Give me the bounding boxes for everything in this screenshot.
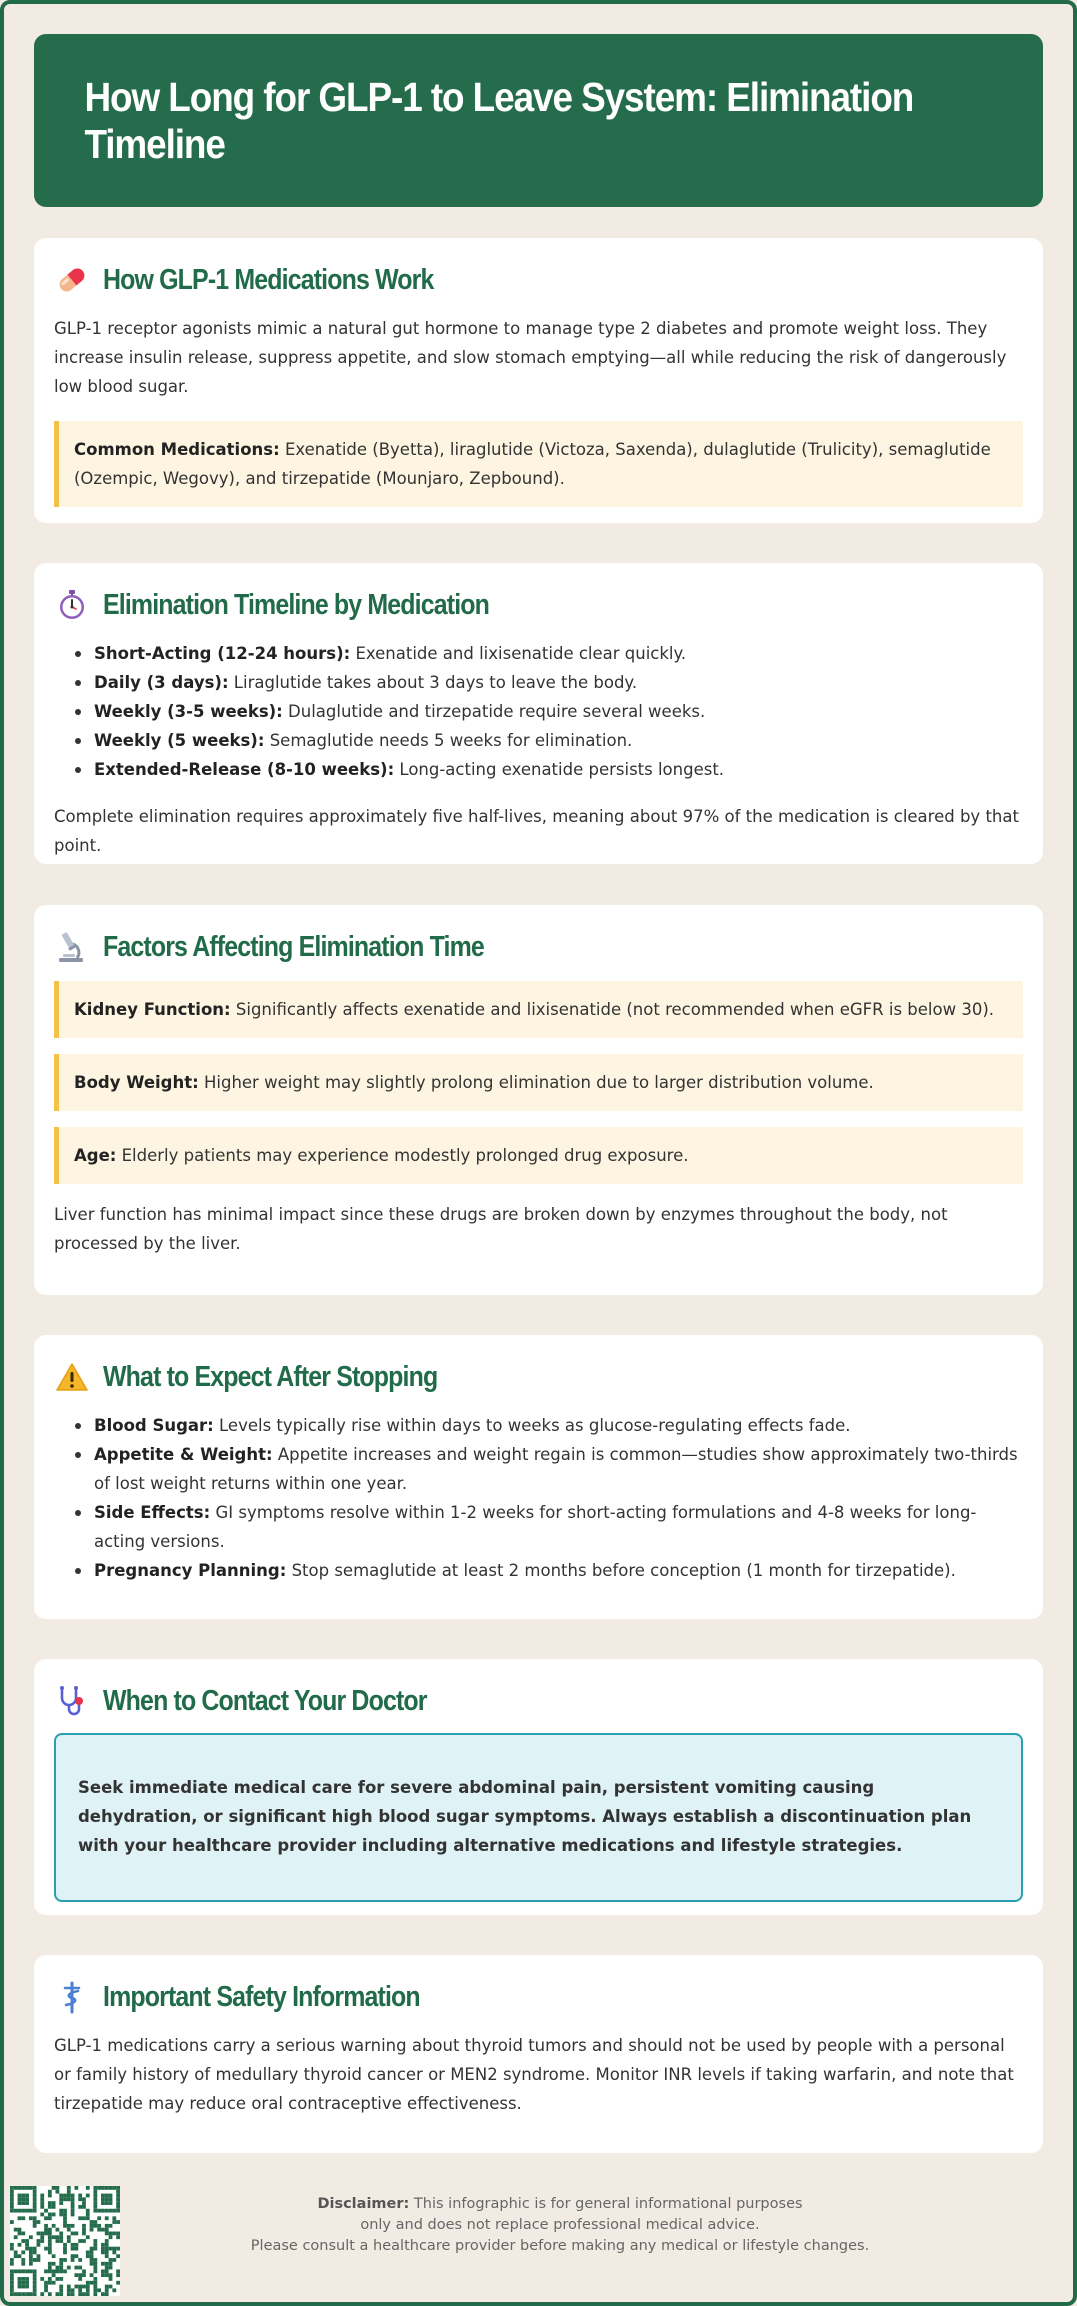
- item-label: Weekly (3-5 weeks):: [94, 702, 283, 721]
- item-text: Dulaglutide and tirzepatide require several weeks.: [282, 702, 706, 721]
- microscope-icon: [55, 930, 89, 964]
- card-safety: [34, 1955, 1043, 2153]
- qr-code[interactable]: [10, 2186, 120, 2296]
- pill-icon: [55, 263, 89, 297]
- callout-text: Higher weight may slightly prolong elimination due to larger distribution volume.: [198, 1073, 874, 1092]
- item-label: Weekly (5 weeks):: [94, 731, 265, 750]
- disclaimer-line-2: only and does not replace professional medical advice.: [360, 2217, 760, 2233]
- factor-callout: [54, 981, 1023, 1038]
- disclaimer-text: This infographic is for general informational purposes: [409, 2196, 803, 2212]
- section-title: What to Expect After Stopping: [103, 1360, 438, 1393]
- list-item: [54, 755, 1023, 784]
- callout-label: Body Weight:: [74, 1073, 199, 1092]
- after-stopping-list: [54, 1411, 1023, 1585]
- section-title: Important Safety Information: [103, 1980, 420, 2013]
- factor-callout: [54, 1127, 1023, 1184]
- callout-text: Elderly patients may experience modestly prolonged drug exposure.: [116, 1146, 689, 1165]
- footer-disclaimer: [170, 2194, 950, 2257]
- card-heading: [54, 260, 1023, 300]
- section-title: When to Contact Your Doctor: [103, 1684, 427, 1717]
- card-heading: [54, 927, 1023, 967]
- item-label: Extended-Release (8-10 weeks):: [94, 760, 395, 779]
- stopwatch-icon: [55, 588, 89, 622]
- page-title: How Long for GLP-1 to Leave System: Elimination Timeline: [84, 73, 914, 167]
- safety-body: GLP-1 medications carry a serious warning about thyroid tumors and should not be used by people with a personal or family history of medullary thyroid cancer or MEN2 syndrome. Monitor INR levels if taking warfarin, and note that tirzepatide may reduce oral contraceptive effectiveness.: [54, 2036, 1014, 2113]
- list-item: [54, 697, 1023, 726]
- page-header: [34, 34, 1043, 207]
- item-text: Semaglutide needs 5 weeks for elimination.: [264, 731, 633, 750]
- card-after-stopping: [34, 1335, 1043, 1619]
- callout-label: Kidney Function:: [74, 1000, 231, 1019]
- medical-symbol-icon: [55, 1980, 89, 2014]
- item-text: Liraglutide takes about 3 days to leave the body.: [228, 673, 638, 692]
- warning-icon: [55, 1360, 89, 1394]
- item-label: Short-Acting (12-24 hours):: [94, 644, 351, 663]
- card-factors: [34, 905, 1043, 1295]
- item-text: Stop semaglutide at least 2 months before conception (1 month for tirzepatide).: [286, 1561, 956, 1580]
- list-item: [54, 1556, 1023, 1585]
- item-label: Blood Sugar:: [94, 1416, 214, 1435]
- card-how-it-works: [34, 238, 1043, 523]
- card-heading: [54, 1357, 1023, 1397]
- disclaimer-label: Disclaimer:: [317, 2196, 410, 2212]
- factor-callout: [54, 1054, 1023, 1111]
- item-text: Levels typically rise within days to weeks as glucose-regulating effects fade.: [213, 1416, 851, 1435]
- item-text: Exenatide and lixisenatide clear quickly.: [350, 644, 687, 663]
- list-item: [54, 1440, 1023, 1498]
- list-item: [54, 1411, 1023, 1440]
- card-elimination-timeline: [34, 563, 1043, 864]
- item-label: Appetite & Weight:: [94, 1445, 273, 1464]
- section-title: Elimination Timeline by Medication: [103, 588, 490, 621]
- callout-label: Common Medications:: [74, 440, 280, 459]
- callout-text: Significantly affects exenatide and lixisenatide (not recommended when eGFR is below 30).: [230, 1000, 995, 1019]
- section-body: GLP-1 receptor agonists mimic a natural gut hormone to manage type 2 diabetes and promote weight loss. They increase insulin release, suppress appetite, and slow stomach emptying—all while reducing the risk of dangerously low blood sugar.: [54, 319, 1007, 396]
- item-text: GI symptoms resolve within 1-2 weeks for short-acting formulations and 4-8 weeks for long-acting versions.: [94, 1503, 977, 1551]
- contact-alert: Seek immediate medical care for severe abdominal pain, persistent vomiting causing dehydration, or significant high blood sugar symptoms. Always establish a discontinuation plan with your healthcare provider including alternative medications and lifestyle strategies.: [54, 1733, 1023, 1902]
- item-text: Appetite increases and weight regain is common—studies show approximately two-thirds of lost weight returns within one year.: [94, 1445, 1018, 1493]
- section-title: How GLP-1 Medications Work: [103, 263, 434, 296]
- callout-label: Age:: [74, 1146, 117, 1165]
- card-heading: [54, 585, 1023, 625]
- section-title: Factors Affecting Elimination Time: [103, 930, 484, 963]
- list-item: [54, 726, 1023, 755]
- item-label: Side Effects:: [94, 1503, 211, 1522]
- factors-note: Liver function has minimal impact since these drugs are broken down by enzymes throughout the body, not processed by the liver.: [54, 1205, 948, 1253]
- stethoscope-icon: [55, 1684, 89, 1718]
- item-label: Daily (3 days):: [94, 673, 229, 692]
- list-item: [54, 639, 1023, 668]
- card-heading: [54, 1977, 1023, 2017]
- item-label: Pregnancy Planning:: [94, 1561, 287, 1580]
- common-medications-callout: [54, 421, 1023, 507]
- card-heading: [54, 1681, 1023, 1721]
- disclaimer-line-1: [170, 2194, 950, 2215]
- timeline-note: Complete elimination requires approximately five half-lives, meaning about 97% of the medication is cleared by that point.: [54, 807, 1019, 855]
- list-item: [54, 668, 1023, 697]
- list-item: [54, 1498, 1023, 1556]
- item-text: Long-acting exenatide persists longest.: [394, 760, 725, 779]
- callout-text: Exenatide (Byetta), liraglutide (Victoza, Saxenda), dulaglutide (Trulicity), semaglutide (Ozempic, Wegovy), and tirzepatide (Mounjaro, Zepbound).: [74, 440, 991, 488]
- card-contact-doctor: [34, 1659, 1043, 1915]
- disclaimer-line-3: Please consult a healthcare provider before making any medical or lifestyle changes.: [250, 2238, 870, 2254]
- timeline-list: [54, 639, 1023, 784]
